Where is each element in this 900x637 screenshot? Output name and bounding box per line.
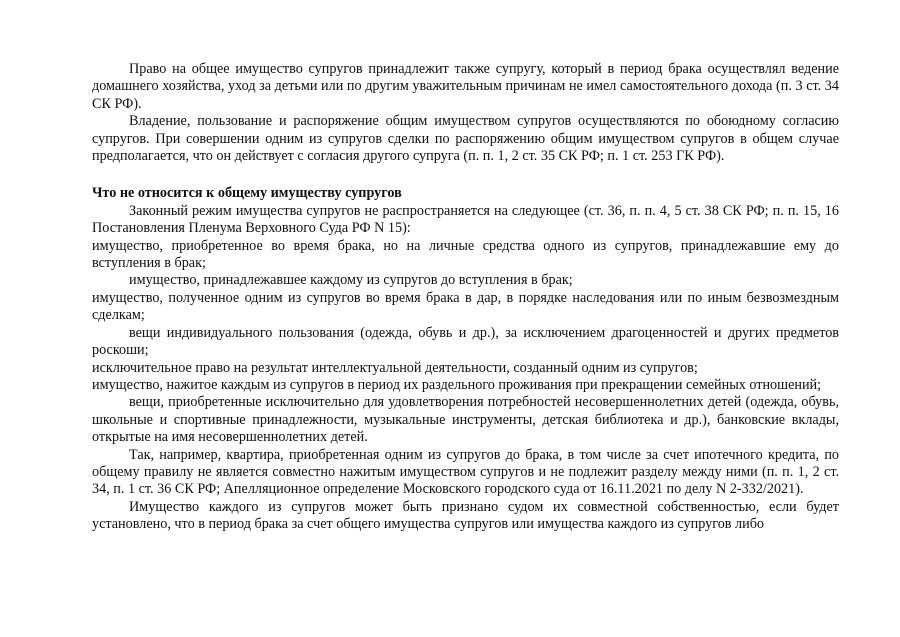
list-item: имущество, нажитое каждым из супругов в период их раздельного проживания при прекращении семейных отношений;: [92, 376, 822, 393]
paragraph: Право на общее имущество супругов принадлежит также супругу, который в период брака осуществлял ведение домашнего хозяйства, уход за детьми или по другим уважительным причинам не имел самостоятельного дохода (п. 3 ст. 34 СК РФ).: [92, 61, 839, 112]
section-spacer: [92, 165, 839, 185]
list-item: исключительное право на результат интеллектуальной деятельности, созданный одним из супругов;: [92, 359, 698, 376]
list-item: имущество, приобретенное во время брака, но на личные средства одного из супругов, принадлежавшие ему до вступления в брак;: [92, 237, 839, 272]
paragraph: Законный режим имущества супругов не распространяется на следующее (ст. 36, п. п. 4, 5 ст. 38 СК РФ; п. п. 15, 16 Постановления Пленума Верховного Суда РФ N 15):: [92, 202, 839, 237]
paragraph: Имущество каждого из супругов может быть признано судом их совместной собственностью, если будет установлено, что в период брака за счет общего имущества супругов или имущества каждого из супругов либо: [92, 498, 839, 533]
list-item: имущество, полученное одним из супругов во время брака в дар, в порядке наследования или по иным безвозмездным сделкам;: [92, 289, 839, 324]
paragraph: Так, например, квартира, приобретенная одним из супругов до брака, в том числе за счет ипотечного кредита, по общему правилу не является совместно нажитым имуществом супругов и не подлежит разделу между ними (п. п. 1, 2 ст. 34, п. 1 ст. 36 СК РФ; Апелляционное определение Московского городского суда от 16.11.2021 по делу N 2-332/2021).: [92, 446, 839, 498]
list-item: имущество, принадлежавшее каждому из супругов до вступления в брак;: [129, 272, 573, 289]
list-item: вещи индивидуального пользования (одежда, обувь и др.), за исключением драгоценностей и других предметов роскоши;: [92, 324, 839, 359]
section-heading: Что не относится к общему имуществу супругов: [92, 185, 402, 202]
document-page: [92, 61, 839, 534]
paragraph: Владение, пользование и распоряжение общим имуществом супругов осуществляются по обоюдному согласию супругов. При совершении одним из супругов сделки по распоряжению общим имуществом супругов в общем случае предполагается, что он действует с согласия другого супруга (п. п. 1, 2 ст. 35 СК РФ; п. 1 ст. 253 ГК РФ).: [92, 113, 839, 165]
list-item: вещи, приобретенные исключительно для удовлетворения потребностей несовершеннолетних детей (одежда, обувь, школьные и спортивные принадлежности, музыкальные инструменты, детская библиотека и др.), банковские вклады, открытые на имя несовершеннолетних детей.: [92, 394, 839, 446]
